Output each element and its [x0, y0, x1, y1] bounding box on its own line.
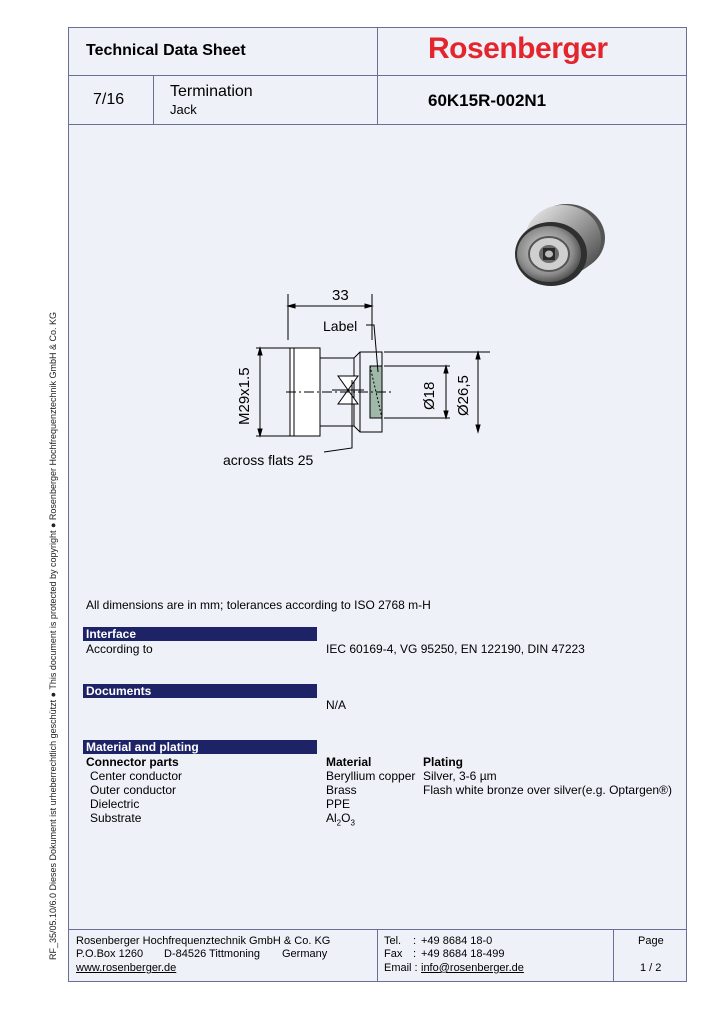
series-col-divider: [153, 75, 154, 125]
part-center-conductor: Center conductor: [90, 769, 183, 783]
footer-tel-colon: :: [413, 935, 417, 947]
general-note: All dimensions are in mm; tolerances according to ISO 2768 m-H: [86, 598, 431, 612]
footer-page-label: Page: [638, 935, 664, 947]
footer-city: D-84526 Tittmoning: [164, 948, 260, 960]
footer-website-link[interactable]: www.rosenberger.de: [76, 962, 177, 974]
col-material: Material: [326, 755, 372, 769]
footer-page-value: 1 / 2: [640, 962, 662, 974]
material-heading: Material and plating: [83, 740, 317, 754]
doc-title: Technical Data Sheet: [86, 42, 246, 59]
product-subtype: Jack: [170, 102, 197, 117]
plating-center-conductor: Silver, 3-6 µm: [423, 769, 497, 783]
interface-value: IEC 60169-4, VG 95250, EN 122190, DIN 47223: [326, 642, 585, 656]
dim-length: 33: [332, 287, 349, 304]
material-center-conductor: Beryllium copper: [326, 769, 416, 783]
footer-col-divider-2: [613, 929, 614, 982]
footer-country: Germany: [282, 948, 328, 960]
dim-dia-outer: Ø26,5: [455, 375, 472, 416]
product-type: Termination: [170, 83, 253, 100]
part-dielectric: Dielectric: [90, 797, 140, 811]
dim-dia-inner: Ø18: [421, 381, 438, 410]
data-sheet-frame: [68, 27, 687, 982]
footer-col-divider-1: [377, 929, 378, 982]
footer-email-label: Email :: [384, 962, 418, 974]
material-dielectric: PPE: [326, 797, 351, 811]
interface-label: According to: [86, 642, 153, 656]
footer-pobox: P.O.Box 1260: [76, 948, 144, 960]
documents-value: N/A: [326, 698, 347, 712]
series-label: 7/16: [93, 91, 125, 108]
material-substrate: $Al_2O_3$: [326, 811, 355, 828]
footer-tel-label: Tel.: [384, 935, 402, 947]
brand-logo: Rosenberger: [428, 32, 608, 65]
footer-fax-colon: :: [413, 948, 417, 960]
product-photo: [505, 196, 611, 292]
footer-email-link[interactable]: info@rosenberger.de: [421, 962, 524, 974]
side-copyright-text: RF_35/05.10/6.0 Dieses Dokument ist urheberrechtlich geschützt ● This document is protected by copyright ● Rosenberger Hochfrequenztechnik GmbH & Co. KG: [48, 311, 58, 960]
col-plating: Plating: [423, 755, 464, 769]
footer-company: Rosenberger Hochfrequenztechnik GmbH & Co. KG: [76, 935, 331, 947]
footer-fax-label: Fax: [384, 948, 403, 960]
documents-heading: Documents: [83, 684, 317, 698]
part-number: 60K15R-002N1: [428, 91, 547, 110]
material-outer-conductor: Brass: [326, 783, 357, 797]
footer-fax: +49 8684 18-499: [421, 948, 505, 960]
part-outer-conductor: Outer conductor: [90, 783, 177, 797]
label-callout: Label: [323, 318, 358, 334]
dim-thread: M29x1.5: [236, 367, 253, 425]
header-col-divider: [377, 27, 378, 125]
dim-across-flats: across flats 25: [223, 452, 314, 468]
footer-tel: +49 8684 18-0: [421, 935, 493, 947]
interface-heading: Interface: [83, 627, 317, 641]
plating-outer-conductor: Flash white bronze over silver(e.g. Optargen®): [423, 783, 672, 797]
part-substrate: Substrate: [90, 811, 142, 825]
col-connector-parts: Connector parts: [86, 755, 179, 769]
